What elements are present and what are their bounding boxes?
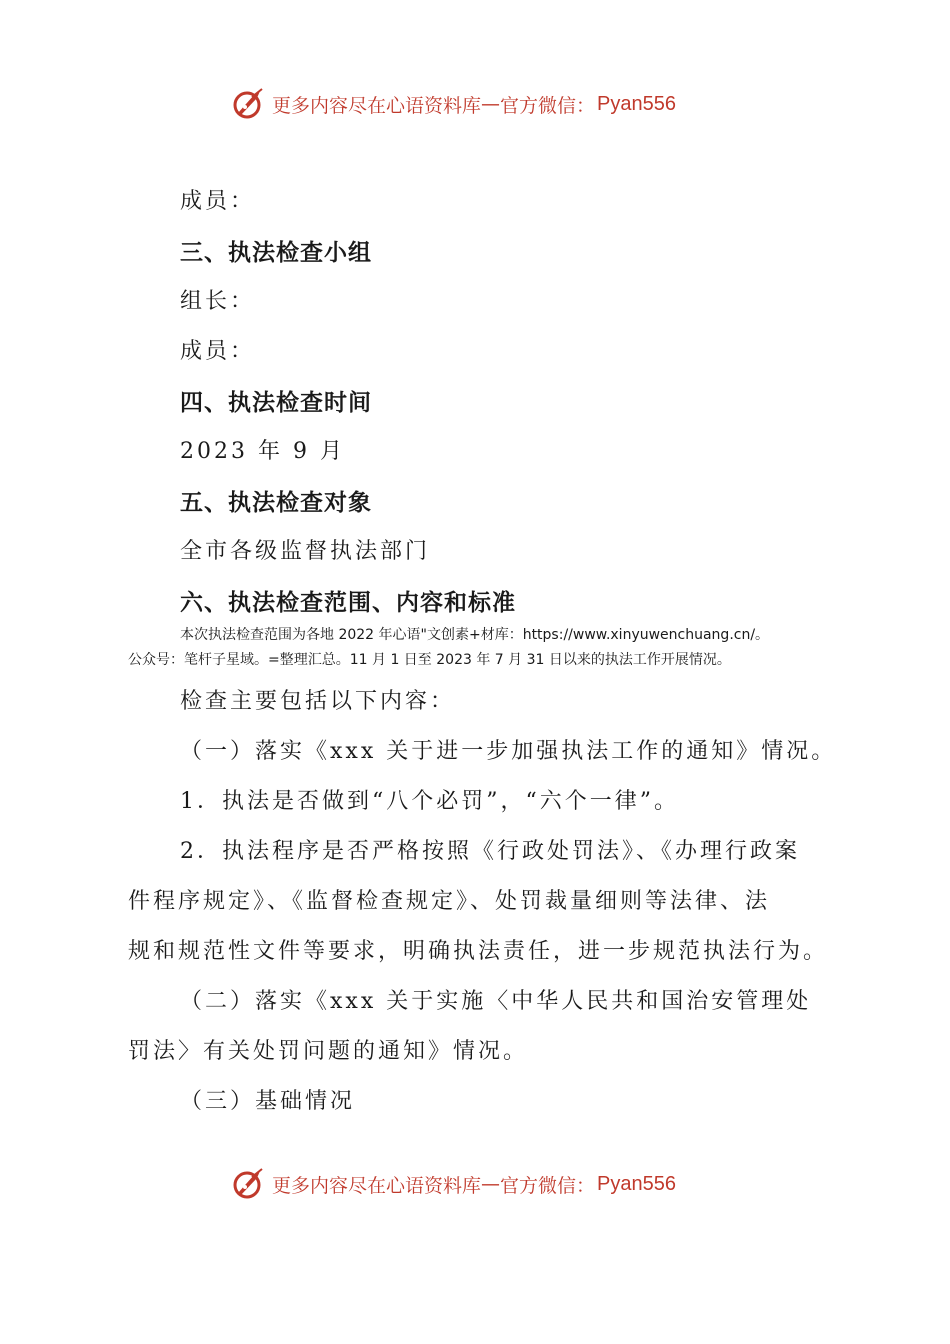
banner-wechat-label: 官方微信： [500,1174,596,1197]
item-3-title: （三）基础情况 [180,1089,356,1114]
item-2-line-2: 罚法〉有关处罚问题的通知》情况。 [128,1039,529,1064]
main-content-intro: 检查主要包括以下内容： [180,689,456,714]
scope-text-line-2: 公众号：笔杆子星域。=整理汇总。11 月 1 日至 2023 年 7 月 31 日以来的执法工作开展情况。 [128,652,731,668]
pen-logo-icon [232,87,266,121]
leader-label: 组长： [180,289,256,314]
pen-logo-icon [232,1167,266,1201]
item-2-line-1: （二）落实《xxx 关于实施〈中华人民共和国治安管理处 [180,989,812,1014]
members-label-2: 成员： [180,339,256,364]
section-3-title: 三、执法检查小组 [180,239,372,266]
banner-title: 更多内容尽在心语资料库 [272,94,482,117]
section-4-title: 四、执法检查时间 [180,389,372,416]
item-1-title: （一）落实《xxx 关于进一步加强执法工作的通知》情况。 [180,739,837,764]
footer-banner [0,1164,950,1204]
scope-text-line-1: 本次执法检查范围为各地 2022 年心语"文创素+材库：https://www.xinyuwenchuang.cn/。 [180,627,770,643]
item-1-point-2-line-3: 规和规范性文件等要求，明确执法责任，进一步规范执法行为。 [128,939,829,964]
section-6-title: 六、执法检查范围、内容和标准 [180,589,516,616]
item-1-point-1: 1．执法是否做到“八个必罚”，“六个一律”。 [180,789,679,814]
members-label: 成员： [180,189,256,214]
banner-wechat-id: Pyan556 [597,92,676,115]
banner-wechat-id: Pyan556 [597,1172,676,1195]
banner-dash: — [481,93,501,115]
header-banner [0,84,950,124]
banner-title: 更多内容尽在心语资料库 [272,1174,482,1197]
section-5-title: 五、执法检查对象 [180,489,372,516]
banner-wechat-label: 官方微信： [500,94,596,117]
item-1-point-2-line-2: 件程序规定》、《监督检查规定》、处罚裁量细则等法律、法 [128,889,771,914]
banner-dash: — [481,1173,501,1195]
item-1-point-2-line-1: 2．执法程序是否严格按照《行政处罚法》、《办理行政案 [180,839,800,864]
time-value: 2023 年 9 月 [180,439,345,464]
object-value: 全市各级监督执法部门 [180,539,431,564]
